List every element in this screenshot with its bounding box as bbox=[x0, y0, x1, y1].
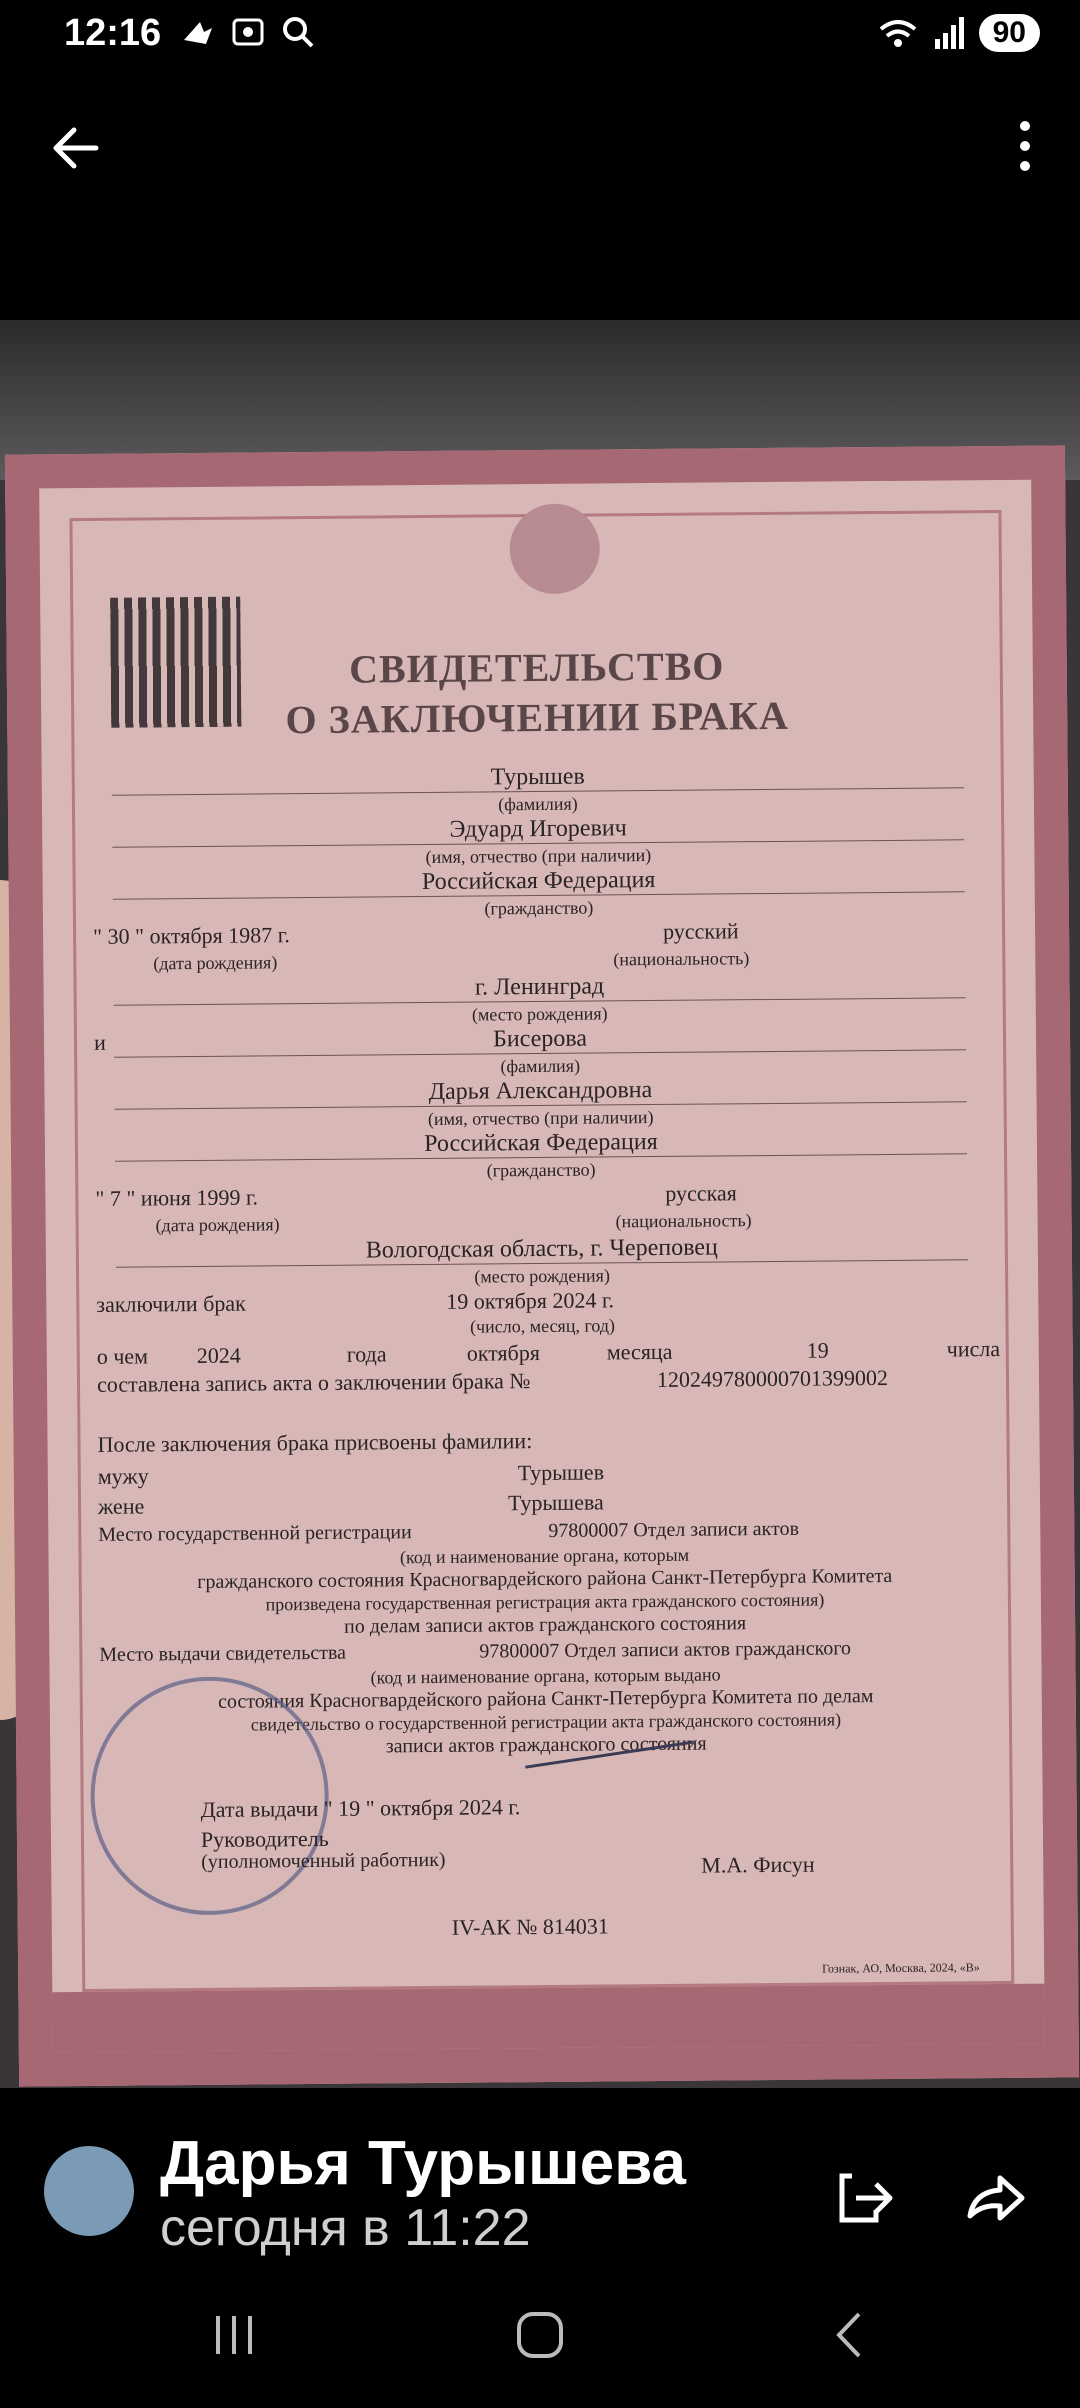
record-month: октября bbox=[466, 1340, 541, 1366]
wife-label: жене bbox=[97, 1493, 145, 1519]
husband-birthplace: г. Ленинград bbox=[113, 970, 965, 1005]
cert-title-2: О ЗАКЛЮЧЕНИИ БРАКА bbox=[285, 692, 790, 743]
reg-place-3: по делам записи актов гражданского состояния bbox=[343, 1612, 747, 1638]
recent-apps-icon[interactable] bbox=[210, 2310, 260, 2360]
cap-reg-2: произведена государственная регистрация акта гражданского состояния) bbox=[265, 1589, 825, 1615]
cap-issue-2: свидетельство о государственной регистрации акта гражданского состояния) bbox=[250, 1709, 842, 1735]
record-label: составлена запись акта о заключении брака № bbox=[96, 1368, 531, 1397]
cap-surname-2: (фамилия) bbox=[500, 1055, 581, 1077]
year-label: года bbox=[346, 1341, 387, 1367]
share-icon[interactable] bbox=[830, 2162, 900, 2232]
after-label: После заключения брака присвоены фамилии: bbox=[97, 1428, 533, 1457]
certificate-bottom-ornament bbox=[52, 1984, 1044, 2053]
cap-dob-2: (дата рождения) bbox=[155, 1214, 280, 1236]
cap-name-2: (имя, отчество (при наличии) bbox=[427, 1107, 654, 1129]
cap-birthplace-1: (место рождения) bbox=[471, 1003, 608, 1025]
status-left-icons bbox=[180, 14, 316, 50]
notification-icon bbox=[180, 14, 216, 50]
about-label: о чем bbox=[96, 1343, 149, 1369]
wife-nationality: русская bbox=[665, 1180, 737, 1206]
issue-place-2: состояния Красногвардейского района Санкт-Петербурга Комитета по делам bbox=[217, 1685, 874, 1713]
head-caption: (уполномоченный работник) bbox=[201, 1848, 446, 1873]
cap-issue-1: (код и наименование органа, которым выдано bbox=[370, 1664, 721, 1688]
head-label: Руководитель bbox=[200, 1825, 329, 1852]
cap-citizenship-1: (гражданство) bbox=[484, 897, 594, 919]
cap-reg-1: (код и наименование органа, которым bbox=[399, 1544, 690, 1568]
avatar[interactable] bbox=[44, 2146, 134, 2236]
husband-nationality: русский bbox=[662, 918, 739, 944]
and-label: и bbox=[93, 1029, 106, 1055]
cap-date: (число, месяц, год) bbox=[469, 1315, 616, 1337]
cap-nationality-2: (национальность) bbox=[615, 1210, 752, 1232]
husband-new-surname: Турышев bbox=[517, 1459, 605, 1486]
home-icon[interactable] bbox=[515, 2310, 565, 2360]
photo-viewer[interactable] bbox=[0, 320, 1080, 2088]
wife-surname: Бисерова bbox=[114, 1022, 966, 1057]
husband-label: мужу bbox=[97, 1463, 149, 1489]
nav-back-icon[interactable] bbox=[825, 2310, 875, 2360]
cert-serial: IV-АК № 814031 bbox=[451, 1913, 609, 1940]
viewer-top-bar bbox=[0, 100, 1080, 190]
reg-place-label: Место государственной регистрации bbox=[98, 1521, 412, 1546]
wife-name: Дарья Александровна bbox=[114, 1074, 966, 1109]
reg-place-2: гражданского состояния Красногвардейского района Санкт-Петербурга Комитета bbox=[197, 1564, 893, 1594]
head-name: М.А. Фисун bbox=[701, 1851, 815, 1878]
marriage-certificate bbox=[5, 445, 1079, 2086]
wife-citizenship: Российская Федерация bbox=[115, 1126, 967, 1161]
issue-place-1: 97800007 Отдел записи актов гражданского bbox=[479, 1637, 852, 1663]
coat-of-arms-icon bbox=[509, 503, 600, 594]
husband-name: Эдуард Игоревич bbox=[112, 812, 964, 847]
issue-place-3: записи актов гражданского состояния bbox=[385, 1732, 707, 1758]
record-day: 19 bbox=[806, 1337, 829, 1363]
cap-nationality-1: (национальность) bbox=[613, 948, 750, 970]
wife-dob: " 7 " июня 1999 г. bbox=[95, 1184, 259, 1211]
screenshot-icon bbox=[230, 14, 266, 50]
wife-new-surname: Турышева bbox=[507, 1489, 604, 1516]
cap-birthplace-2: (место рождения) bbox=[474, 1265, 610, 1287]
forward-icon[interactable] bbox=[960, 2162, 1030, 2232]
system-nav-bar bbox=[0, 2270, 1080, 2408]
status-right-icons bbox=[877, 14, 1040, 52]
status-bar bbox=[0, 0, 1080, 80]
month-label: месяца bbox=[606, 1338, 673, 1365]
issue-date: Дата выдачи " 19 " октября 2024 г. bbox=[200, 1794, 521, 1822]
husband-dob: " 30 " октября 1987 г. bbox=[92, 922, 290, 949]
husband-citizenship: Российская Федерация bbox=[113, 864, 965, 899]
arrow-left-icon[interactable] bbox=[48, 118, 108, 178]
issue-place-label: Место выдачи свидетельства bbox=[99, 1641, 347, 1666]
battery-indicator: 90 bbox=[979, 14, 1040, 52]
signal-icon bbox=[933, 15, 965, 51]
wife-birthplace: Вологодская область, г. Череповец bbox=[116, 1232, 968, 1267]
married-label: заключили брак bbox=[96, 1290, 246, 1317]
record-number: 120249780000701399002 bbox=[656, 1364, 889, 1393]
day-label: числа bbox=[946, 1336, 1001, 1362]
post-time: сегодня в 11:22 bbox=[160, 2199, 531, 2257]
cap-dob-1: (дата рождения) bbox=[153, 952, 278, 974]
record-year: 2024 bbox=[196, 1342, 241, 1369]
husband-surname: Турышев bbox=[112, 760, 964, 795]
more-vert-icon[interactable] bbox=[1010, 116, 1040, 176]
status-time: 12:16 bbox=[64, 12, 162, 54]
cap-name-1: (имя, отчество (при наличии) bbox=[425, 845, 652, 867]
cap-surname-1: (фамилия) bbox=[498, 793, 578, 815]
cap-citizenship-2: (гражданство) bbox=[486, 1159, 596, 1181]
cert-title-1: СВИДЕТЕЛЬСТВО bbox=[348, 643, 725, 692]
married-date: 19 октября 2024 г. bbox=[446, 1287, 615, 1314]
author-name[interactable]: Дарья Турышева bbox=[160, 2129, 686, 2198]
photo-info-bar bbox=[0, 2088, 1080, 2257]
wifi-icon bbox=[877, 15, 919, 51]
reg-place-1: 97800007 Отдел записи актов bbox=[548, 1517, 800, 1542]
print-note: Гознак, АО, Москва, 2024, «В» bbox=[822, 1960, 980, 1976]
search-icon bbox=[280, 14, 316, 50]
